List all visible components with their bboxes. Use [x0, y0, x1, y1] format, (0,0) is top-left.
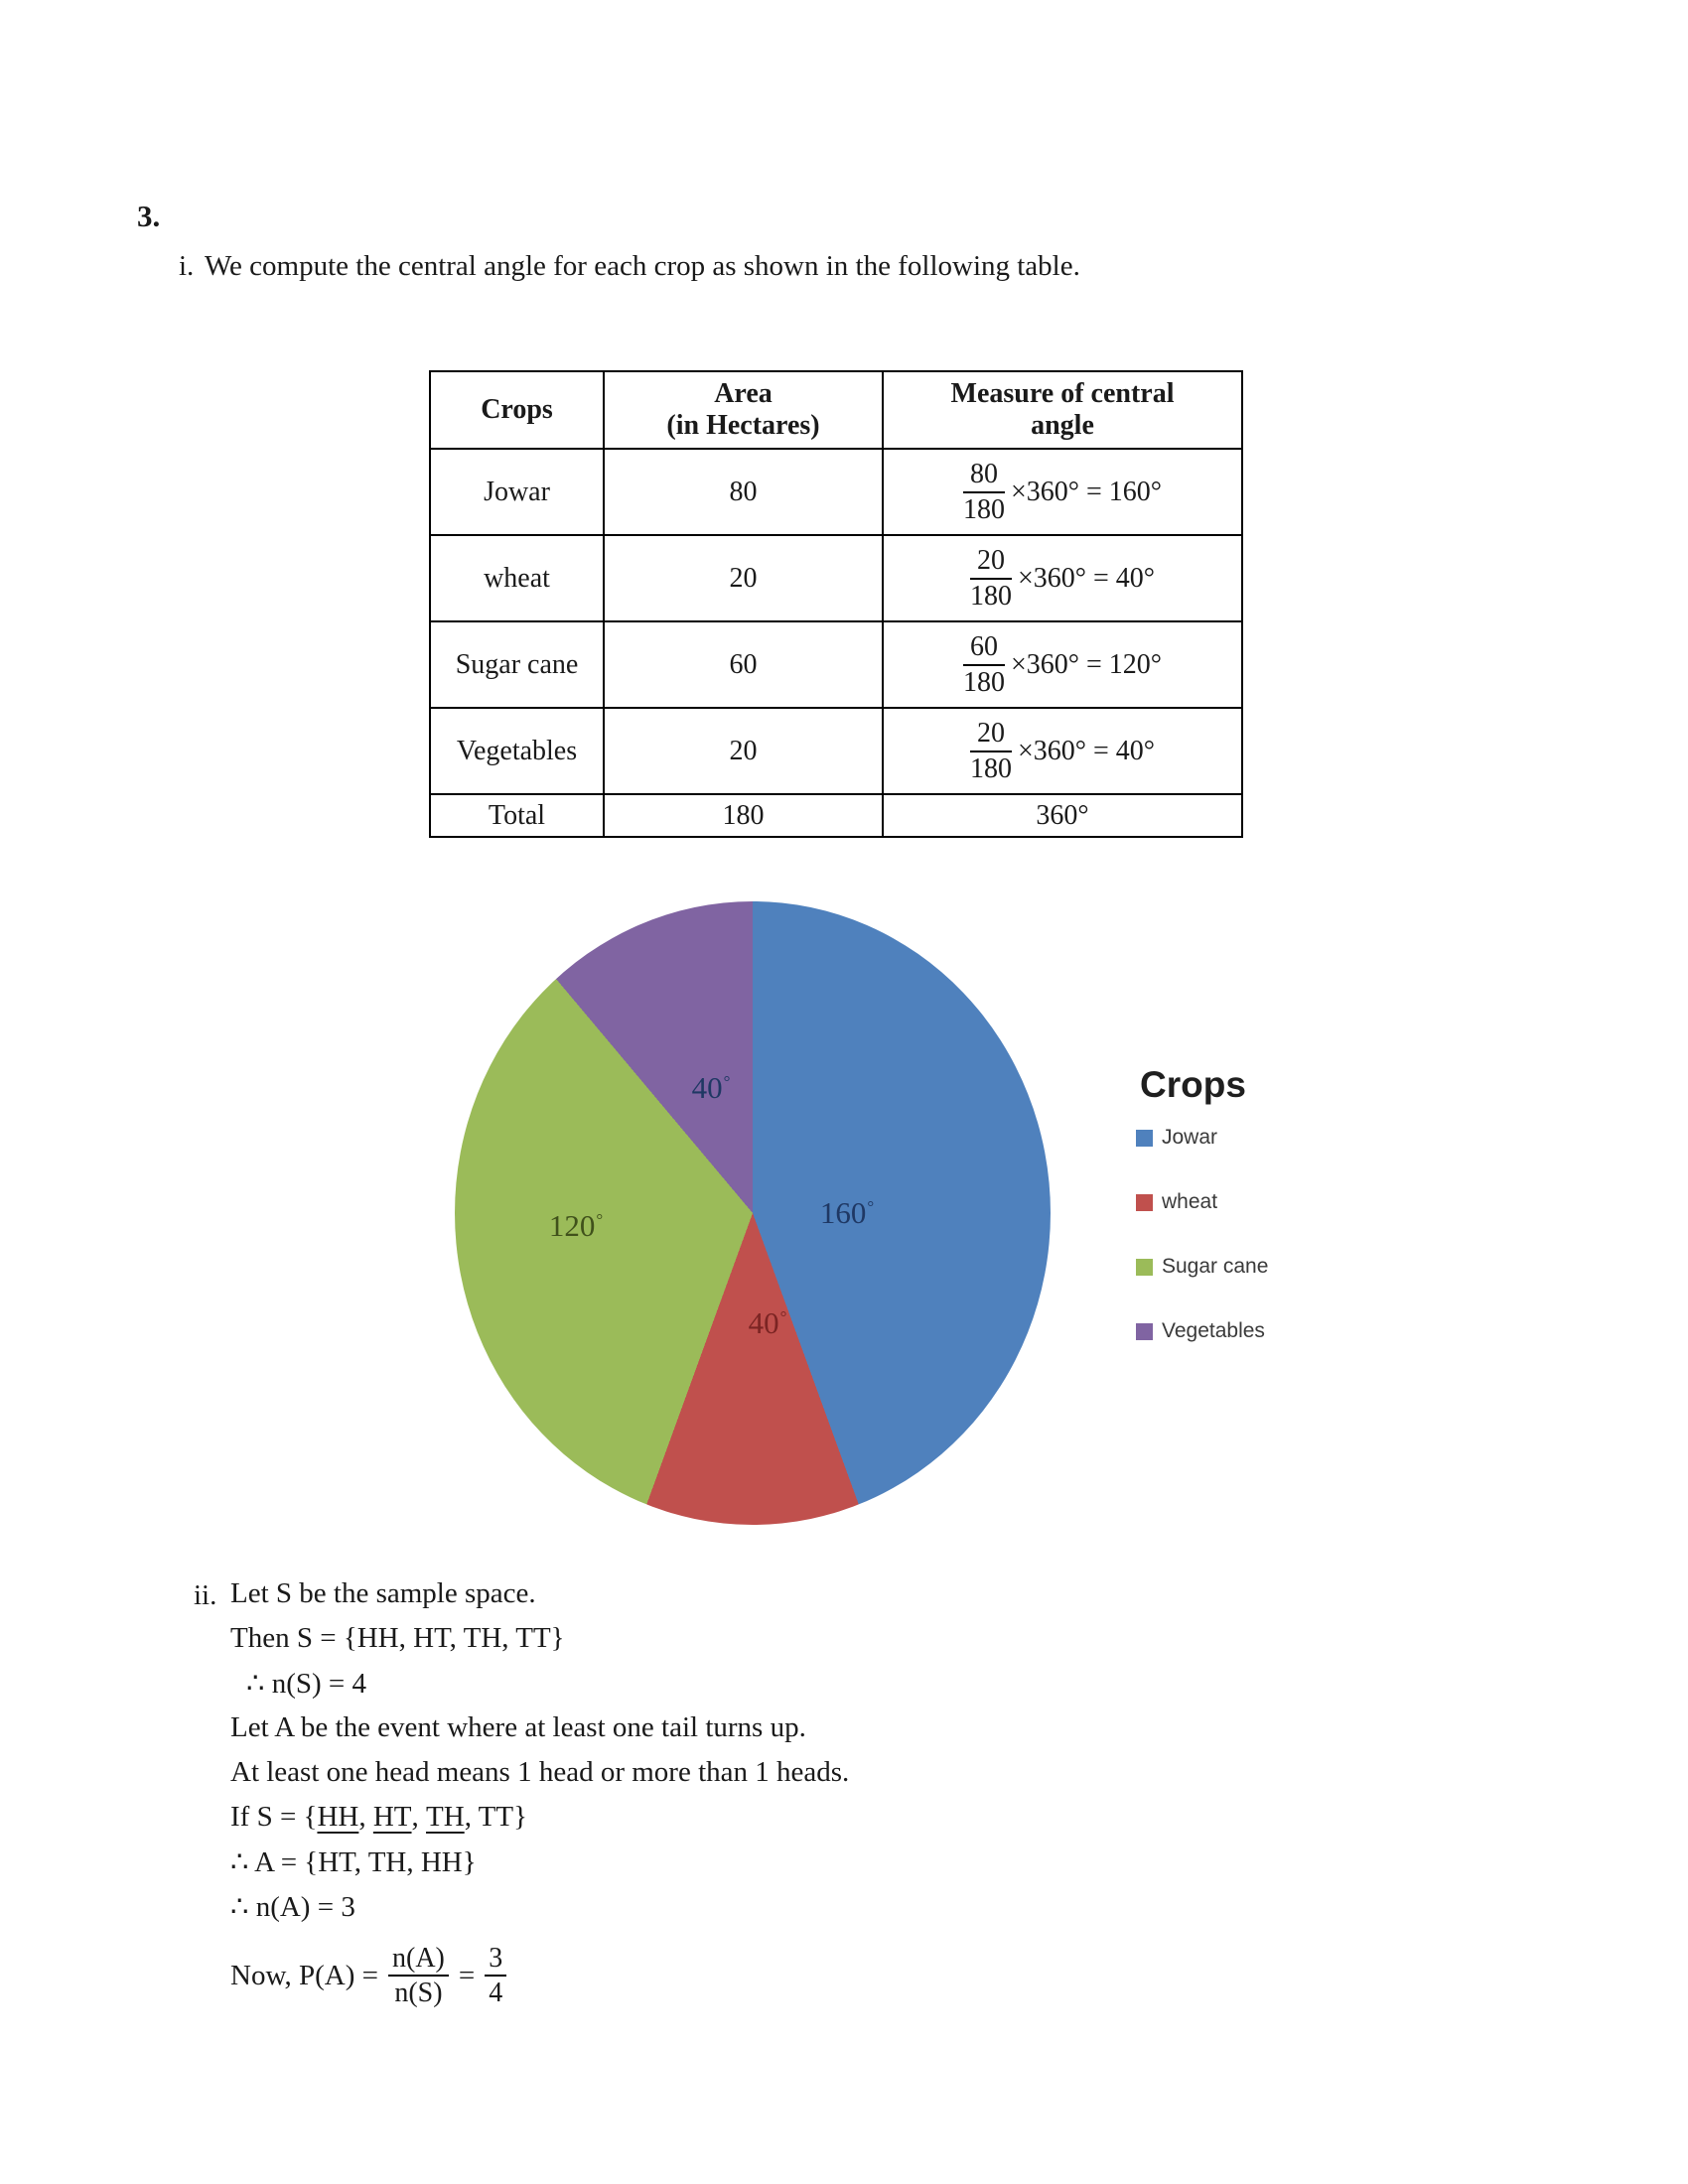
table-row — [430, 449, 1242, 535]
legend-swatch-icon — [1136, 1130, 1153, 1147]
cell-angle-formula: $\frac{20}{180}$ ×360° = 40° — [883, 535, 1242, 621]
statement-line: Let S be the sample space. — [230, 1577, 536, 1609]
legend-item-sugarcane: Sugar cane — [1136, 1255, 1268, 1279]
part-i — [179, 250, 1080, 283]
legend-item-wheat: wheat — [1136, 1190, 1268, 1214]
fraction: $\frac{20}{180}$ — [970, 545, 1012, 612]
cell-angle-formula: $\frac{20}{180}$ ×360° = 40° — [883, 708, 1242, 794]
part-ii — [194, 1571, 849, 2009]
table-row — [430, 535, 1242, 621]
cell-angle-formula: $\frac{80}{180}$ ×360° = 160° — [883, 449, 1242, 535]
pie-slice-label-sugarcane: 120° — [548, 1208, 604, 1243]
statement-line: At least one head means 1 head or more than 1 heads. — [230, 1756, 850, 1788]
chart-legend — [1136, 1064, 1268, 1384]
table-header-row — [430, 371, 1242, 449]
pie-slice-label-wheat: 40° — [748, 1305, 787, 1340]
header-angle: Measure of central angle — [883, 371, 1242, 449]
degree-symbol: ° — [867, 1196, 875, 1216]
cell-area: 60 — [604, 621, 883, 708]
part-i-marker: i. — [179, 250, 195, 282]
crops-table — [429, 370, 1243, 838]
cell-area: 20 — [604, 535, 883, 621]
cell-total-label: Total — [430, 794, 604, 837]
legend-swatch-icon — [1136, 1259, 1153, 1276]
formula-prefix: Now, P(A) = — [230, 1959, 378, 1991]
table-row — [430, 708, 1242, 794]
legend-item-jowar: Jowar — [1136, 1126, 1268, 1150]
pie-slice-label-jowar: 160° — [819, 1195, 875, 1230]
statement-line: Let A be the event where at least one tail turns up. — [230, 1711, 806, 1743]
cell-crop: Vegetables — [430, 708, 604, 794]
cell-crop: Jowar — [430, 449, 604, 535]
legend-swatch-icon — [1136, 1323, 1153, 1340]
legend-swatch-icon — [1136, 1194, 1153, 1211]
pie-chart — [455, 901, 1051, 1525]
cell-area: 20 — [604, 708, 883, 794]
fraction: $\frac{80}{180}$ — [963, 459, 1005, 525]
cell-angle-formula: $\frac{60}{180}$ ×360° = 120° — [883, 621, 1242, 708]
equals-sign: = — [458, 1959, 476, 1991]
table-total-row — [430, 794, 1242, 837]
header-area: Area (in Hectares) — [604, 371, 883, 449]
pie-slice-label-vegetables: 40° — [691, 1070, 731, 1105]
probability-formula — [230, 1943, 849, 2009]
degree-symbol: ° — [596, 1209, 604, 1229]
degree-symbol: ° — [723, 1071, 731, 1091]
legend-title: Crops — [1140, 1064, 1246, 1105]
legend-item-vegetables: Vegetables — [1136, 1319, 1268, 1343]
cell-total-angle: 360° — [883, 794, 1242, 837]
table-row — [430, 621, 1242, 708]
cell-area: 80 — [604, 449, 883, 535]
statement-line: ∴ n(A) = 3 — [230, 1891, 355, 1923]
statement-line: ∴ n(S) = 4 — [246, 1668, 366, 1700]
statement-line: Then S = {HH, HT, TH, TT} — [230, 1622, 565, 1654]
cell-crop: Sugar cane — [430, 621, 604, 708]
problem-number: 3. — [137, 199, 161, 233]
fraction: $\frac{60}{180}$ — [963, 631, 1005, 698]
cell-total-area: 180 — [604, 794, 883, 837]
fraction: $\frac{n(A)}{n(S)}$ — [388, 1943, 449, 2009]
statement-line-underlined: If S = { HH , HT , TH , TT} — [230, 1801, 528, 1833]
part-i-text: We compute the central angle for each crop as shown in the following table. — [205, 250, 1080, 282]
fraction: $\frac{20}{180}$ — [970, 718, 1012, 784]
part-ii-marker: ii. — [194, 1579, 217, 1611]
header-crops: Crops — [430, 371, 604, 449]
degree-symbol: ° — [779, 1306, 787, 1326]
fraction: $\frac{3}{4}$ — [485, 1943, 506, 2009]
cell-crop: wheat — [430, 535, 604, 621]
statement-line: ∴ A = {HT, TH, HH} — [230, 1846, 477, 1878]
